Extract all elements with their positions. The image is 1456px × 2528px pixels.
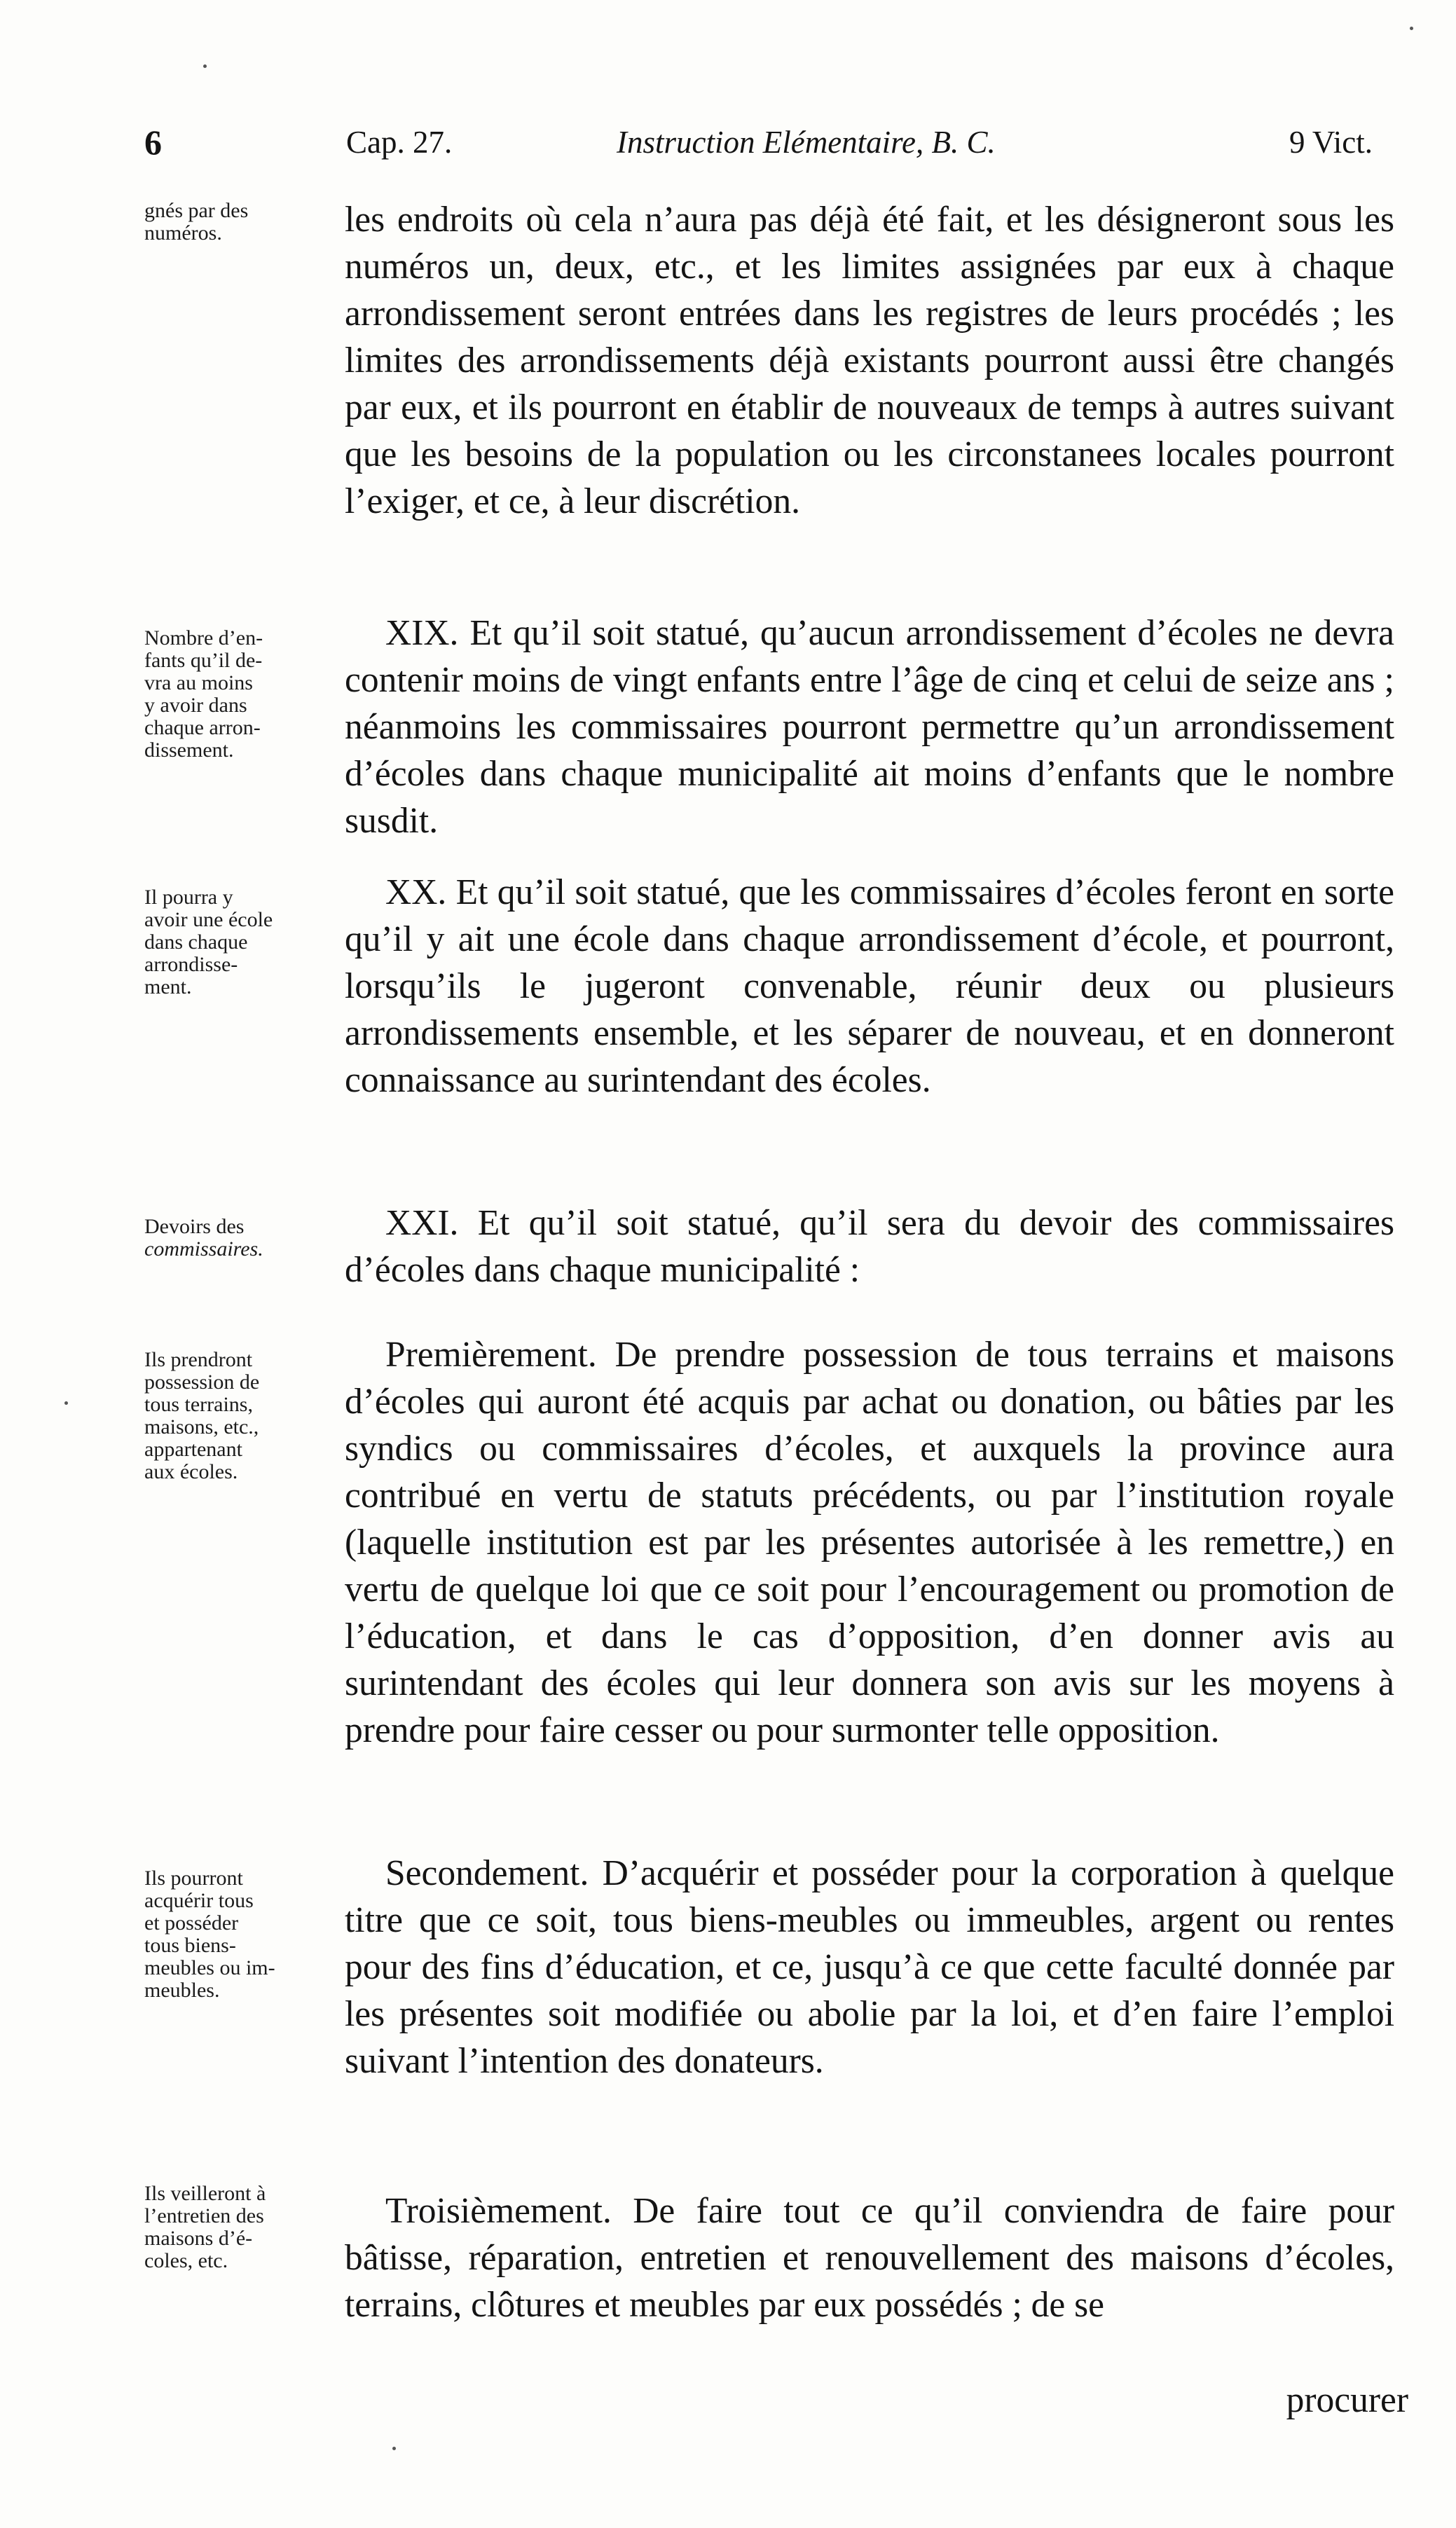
margin-note-line: Il pourra y xyxy=(144,886,233,909)
scan-speck xyxy=(203,64,207,68)
paragraph: Troisièmement. De faire tout ce qu’il conviendra de faire pour bâtisse, réparation, entretien et renouvellement des maisons d’écoles, terrains, clôtures et meubles par eux possédés ; de se xyxy=(345,2191,1394,2325)
margin-note xyxy=(144,1867,334,2002)
margin-note-line: arrondisse- xyxy=(144,953,238,976)
margin-note-line: l’entretien des xyxy=(144,2204,264,2227)
margin-note xyxy=(144,1349,334,1483)
section-body xyxy=(345,1331,1394,1754)
margin-note-line: aux écoles. xyxy=(144,1460,238,1483)
margin-note-line: maisons d’é- xyxy=(144,2227,253,2250)
margin-note-line: possession de xyxy=(144,1371,260,1394)
margin-note xyxy=(144,200,334,245)
margin-note-line: chaque arron- xyxy=(144,716,261,739)
margin-note-line: et posséder xyxy=(144,1911,239,1935)
margin-note-line: tous biens- xyxy=(144,1934,236,1957)
running-title: Instruction Elémentaire, B. C. xyxy=(617,125,996,160)
margin-note-line: fants qu’il de- xyxy=(144,649,263,672)
catchword: procurer xyxy=(1286,2380,1408,2420)
section-body xyxy=(345,2187,1394,2328)
margin-note-line: maisons, etc., xyxy=(144,1415,259,1438)
margin-note-line: commissaires. xyxy=(144,1237,263,1260)
section-body xyxy=(345,610,1394,844)
margin-note-line: meubles ou im- xyxy=(144,1956,275,1979)
margin-note-line: acquérir tous xyxy=(144,1889,254,1912)
margin-note xyxy=(144,886,334,998)
margin-note-line: avoir une école xyxy=(144,908,273,931)
margin-note-line: coles, etc. xyxy=(144,2249,228,2272)
margin-note-line: gnés par des xyxy=(144,199,249,222)
paragraph: Premièrement. De prendre possession de tous terrains et maisons d’écoles qui auront été acquis par achat ou donation, ou bâties par les syndics ou commissaires d’écoles, et auxquels la province aura contribué en vertu de statuts précédents, ou par l’institution royale (laquelle institution est par les présentes autorisée à les remettre,) en vertu de quelque loi que ce soit pour l’encouragement ou promotion de l’éducation, et dans le cas d’opposition, d’en donner avis au surintendant des écoles qui leur donnera son avis sur les moyens à prendre pour faire cesser ou pour surmonter telle opposition. xyxy=(345,1335,1394,1750)
margin-note-line: dissement. xyxy=(144,739,234,762)
section-body xyxy=(345,1200,1394,1293)
section-body xyxy=(345,1850,1394,2084)
scan-speck xyxy=(392,2447,396,2450)
margin-note-line: Nombre d’en- xyxy=(144,626,263,650)
chapter-label: Cap. 27. xyxy=(346,125,453,160)
margin-note-line: numéros. xyxy=(144,221,222,245)
paragraph: les endroits où cela n’aura pas déjà été fait, et les désigneront sous les numéros un, deux, etc., et les limites assignées par eux à chaque arrondissement seront entrées dans les registres de leurs procédés ; les limites des arrondissements déjà existants pourront aussi être changés par eux, et ils pourront en établir de nouveaux de temps à autres suivant que les besoins de la population ou les circonstanees locales pourront l’exiger, et ce, à leur discrétion. xyxy=(345,200,1394,521)
margin-note-line: meubles. xyxy=(144,1979,220,2002)
margin-note-line: dans chaque xyxy=(144,930,248,954)
margin-note xyxy=(144,1216,334,1260)
scan-speck xyxy=(64,1401,68,1405)
regnal-year: 9 Vict. xyxy=(1289,125,1373,160)
margin-note-line: Ils pourront xyxy=(144,1867,243,1890)
section-body xyxy=(345,196,1394,525)
page-number: 6 xyxy=(144,123,162,162)
paragraph: XX. Et qu’il soit statué, que les commissaires d’écoles feront en sorte qu’il y ait une école dans chaque arrondissement d’école, et pourront, lorsqu’ils le jugeront convenable, réunir deux ou plusieurs arrondissements ensemble, et les séparer de nouveau, et en donneront connaissance au surintendant des écoles. xyxy=(345,872,1394,1100)
section-body xyxy=(345,869,1394,1104)
scan-speck xyxy=(1410,27,1413,30)
margin-note-line: vra au moins xyxy=(144,671,253,694)
margin-note-line: y avoir dans xyxy=(144,694,247,717)
margin-note-line: Ils veilleront à xyxy=(144,2182,266,2205)
running-header xyxy=(0,118,1456,167)
margin-note-line: Devoirs des xyxy=(144,1215,245,1238)
margin-note-line: appartenant xyxy=(144,1438,242,1461)
margin-note xyxy=(144,627,334,762)
paragraph: XIX. Et qu’il soit statué, qu’aucun arrondissement d’écoles ne devra contenir moins de vingt enfants entre l’âge de cinq et celui de seize ans ; néanmoins les commissaires pourront permettre qu’un arrondissement d’écoles dans chaque municipalité ait moins d’enfants que le nombre susdit. xyxy=(345,613,1394,841)
paragraph: XXI. Et qu’il soit statué, qu’il sera du devoir des commissaires d’écoles dans chaque municipalité : xyxy=(345,1203,1394,1290)
margin-note xyxy=(144,2183,334,2272)
margin-note-line: ment. xyxy=(144,975,192,998)
margin-note-line: tous terrains, xyxy=(144,1393,253,1416)
margin-note-line: Ils prendront xyxy=(144,1348,253,1371)
paragraph: Secondement. D’acquérir et posséder pour la corporation à quelque titre que ce soit, tous biens-meubles ou immeubles, argent ou rentes pour des fins d’éducation, et ce, jusqu’à ce que cette faculté donnée par les présentes soit modifiée ou abolie par la loi, et d’en faire l’emploi suivant l’intention des donateurs. xyxy=(345,1853,1394,2081)
